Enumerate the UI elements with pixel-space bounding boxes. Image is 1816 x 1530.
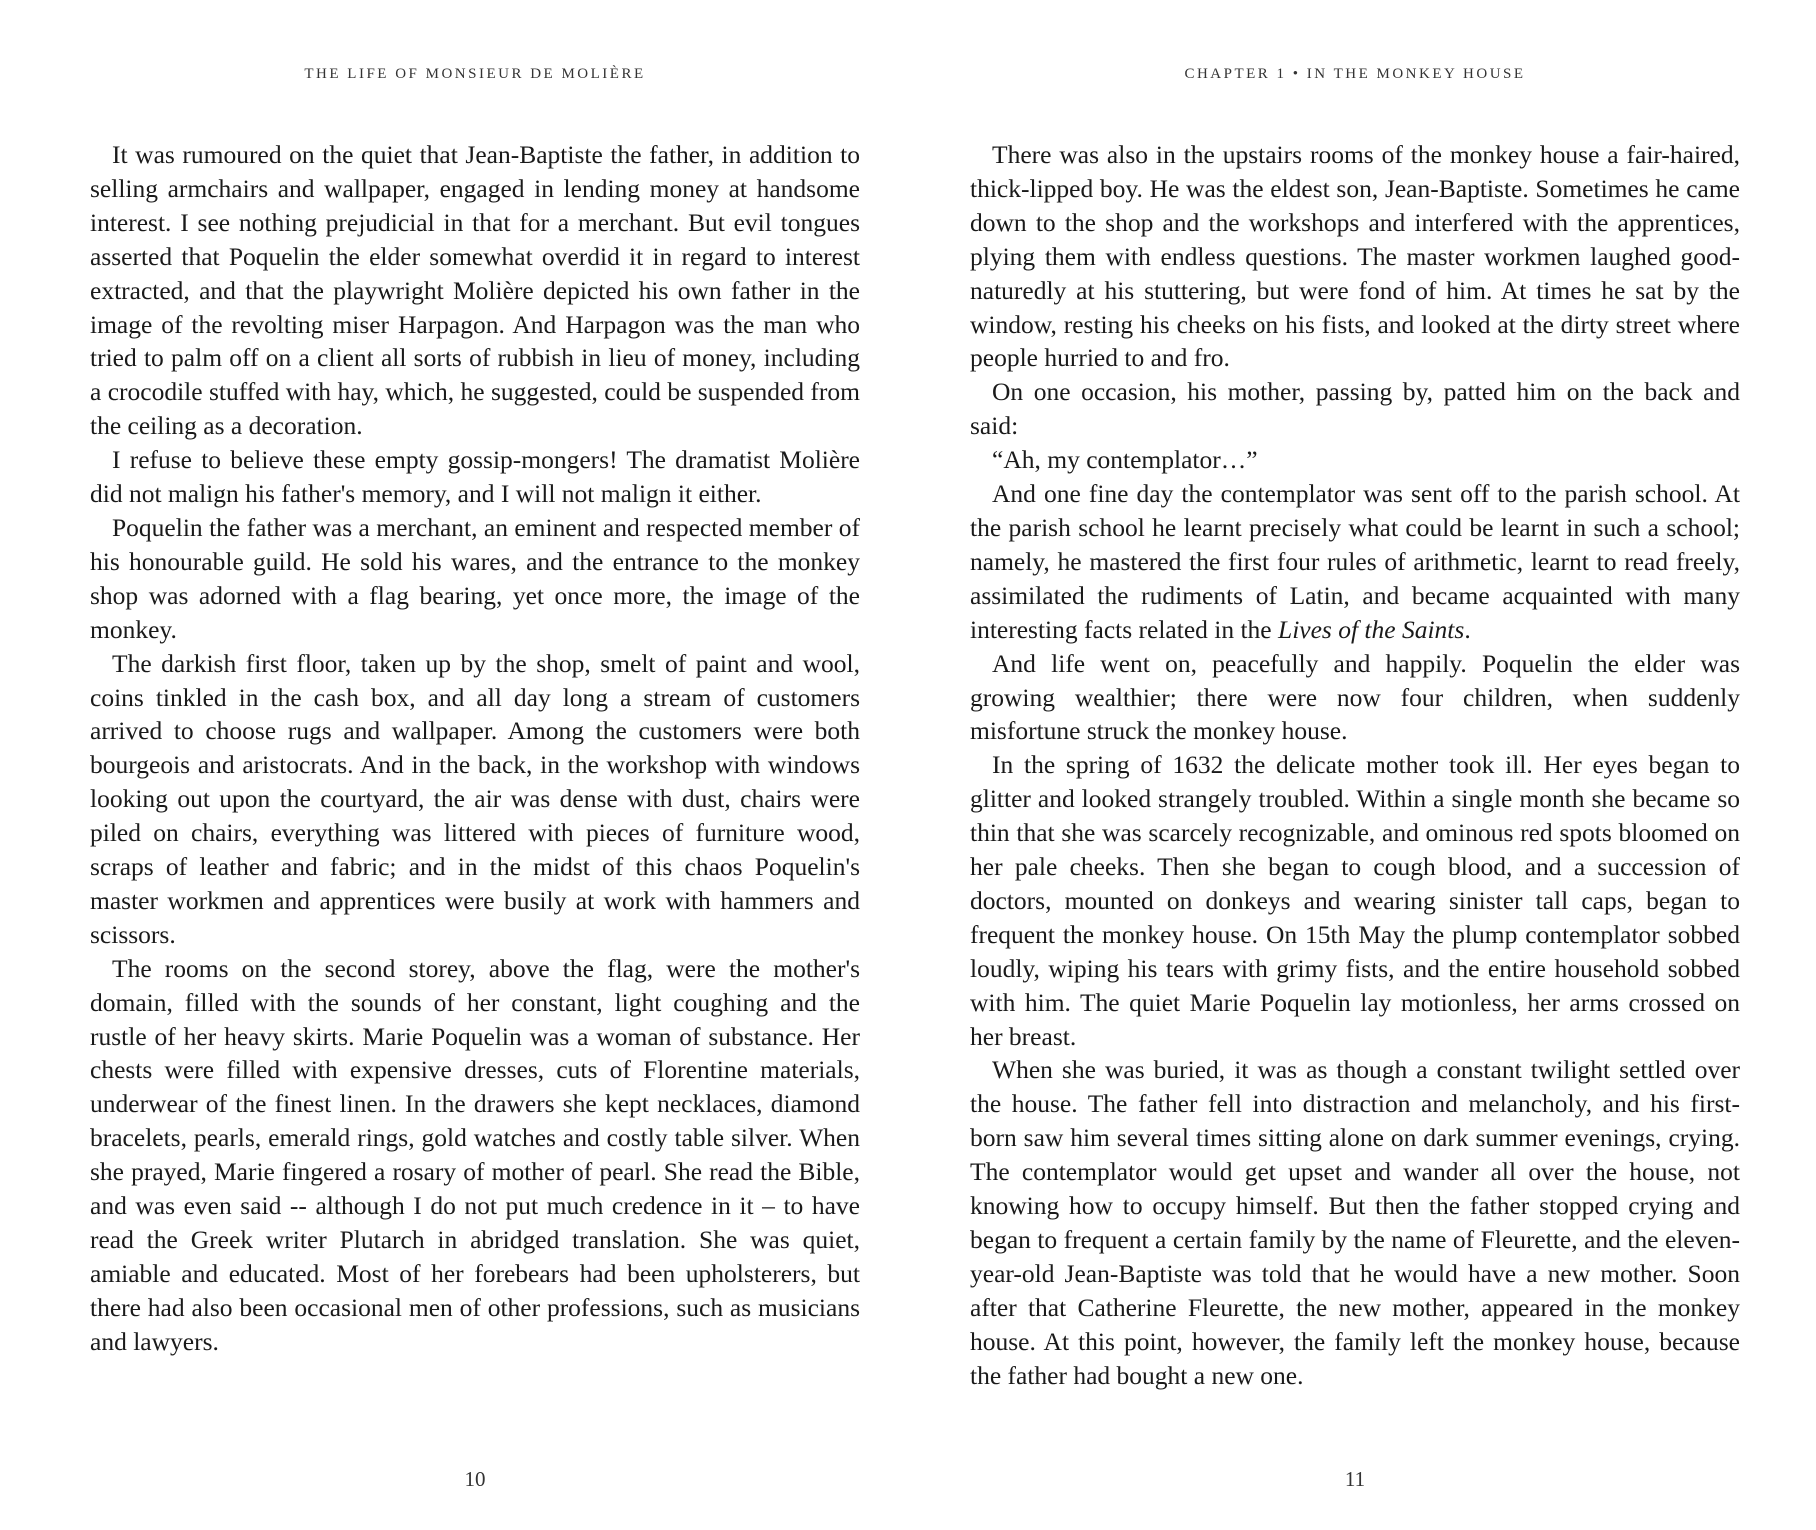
paragraph (970, 477, 1740, 647)
left-page-body (90, 138, 860, 1359)
paragraph: The darkish first floor, taken up by the shop, smelt of paint and wool, coins tinkled in the cash box, and all day long a stream of customers arrived to choose rugs and wallpaper. Among the customers were both bourgeois and aristocrats. And in the back, in the workshop with windows looking out upon the courtyard, the air was dense with dust, chairs were piled on chairs, everything was littered with pieces of furniture wood, scraps of leather and fabric; and in the midst of this chaos Poquelin's master workmen and apprentices were busily at work with hammers and scissors. (90, 648, 860, 949)
book-title: Lives of the Saints (1278, 614, 1465, 644)
paragraph: In the spring of 1632 the delicate mother took ill. Her eyes began to glitter and looked strangely troubled. Within a single month she became so thin that she was scarcely recognizable, and ominous red spots bloomed on her pale cheeks. Then she began to cough blood, and a succession of doctors, mounted on donkeys and wearing sinister tall caps, began to frequent the monkey house. On 15th May the plump contemplator sobbed loudly, wiping his tears with grimy fists, and the entire household sobbed with him. The quiet Marie Poquelin lay motionless, her arms crossed on her breast. (970, 750, 1740, 1051)
paragraph-text: And one fine day the contemplator was sent off to the parish school. At the parish school he learnt precisely what could be learnt in such a school; namely, he mastered the first four rules of arithmetic, learnt to read freely, assimilated the rudiments of Latin, and became acquainted with many interesting facts related in the (970, 479, 1740, 644)
page-number-right: 11 (1344, 1467, 1366, 1491)
paragraph: And life went on, peacefully and happily. Poquelin the elder was growing wealthier; there were now four children, when suddenly misfortune struck the monkey house. (970, 648, 1740, 746)
paragraph: There was also in the upstairs rooms of the monkey house a fair-haired, thick-lipped boy. He was the eldest son, Jean-Baptiste. Sometimes he came down to the shop and the workshops and interfered with the apprentices, plying them with endless questions. The master workmen laughed good-naturedly at his stuttering, but were fond of him. At times he sat by the window, resting his cheeks on his fists, and looked at the dirty street where people hurried to and fro. (970, 140, 1740, 373)
paragraph: When she was buried, it was as though a constant twilight settled over the house. The father fell into distraction and melancholy, and his first-born saw him several times sitting alone on dark summer evenings, crying. The contemplator would get upset and wander all over the house, not knowing how to occupy himself. But then the father stopped crying and began to frequent a certain family by the name of Fleurette, and the eleven-year-old Jean-Baptiste was told that he would have a new mother. Soon after that Catherine Fleurette, the new mother, appeared in the monkey house. At this point, however, the family left the monkey house, because the father had bought a new one. (970, 1055, 1740, 1390)
paragraph: Poquelin the father was a merchant, an eminent and respected member of his honourable guild. He sold his wares, and the entrance to the monkey shop was adorned with a flag bearing, yet once more, the image of the monkey. (90, 512, 860, 644)
left-page (90, 0, 860, 1530)
paragraph: “Ah, my contemplator…” (992, 445, 1258, 475)
paragraph: I refuse to believe these empty gossip-mongers! The dramatist Molière did not malign his father's memory, and I will not malign it either. (90, 445, 860, 509)
running-head-left: THE LIFE OF MONSIEUR DE MOLIÈRE (304, 66, 646, 82)
paragraph-end: . (1464, 614, 1471, 644)
right-page (970, 0, 1740, 1530)
right-page-body (970, 138, 1740, 1393)
running-head-right: CHAPTER 1 • IN THE MONKEY HOUSE (1184, 66, 1526, 82)
paragraph: It was rumoured on the quiet that Jean-Baptiste the father, in addition to selling armchairs and wallpaper, engaged in lending money at handsome interest. I see nothing prejudicial in that for a merchant. But evil tongues asserted that Poquelin the elder somewhat overdid it in regard to interest extracted, and that the playwright Molière depicted his own father in the image of the revolting miser Harpagon. And Harpagon was the man who tried to palm off on a client all sorts of rubbish in lieu of money, including a crocodile stuffed with hay, which, he suggested, could be suspended from the ceiling as a decoration. (90, 140, 860, 441)
paragraph: The rooms on the second storey, above the flag, were the mother's domain, filled with the sounds of her constant, light coughing and the rustle of her heavy skirts. Marie Poquelin was a woman of substance. Her chests were filled with expensive dresses, cuts of Florentine materials, underwear of the finest linen. In the drawers she kept necklaces, diamond bracelets, pearls, emerald rings, gold watches and costly table silver. When she prayed, Marie fingered a rosary of mother of pearl. She read the Bible, and was even said -- although I do not put much credence in it – to have read the Greek writer Plutarch in abridged translation. She was quiet, amiable and educated. Most of her forebears had been upholsterers, but there had also been occasional men of other professions, such as musicians and lawyers. (90, 953, 860, 1356)
page-number-left: 10 (464, 1467, 486, 1491)
paragraph: On one occasion, his mother, passing by, patted him on the back and said: (970, 377, 1740, 441)
